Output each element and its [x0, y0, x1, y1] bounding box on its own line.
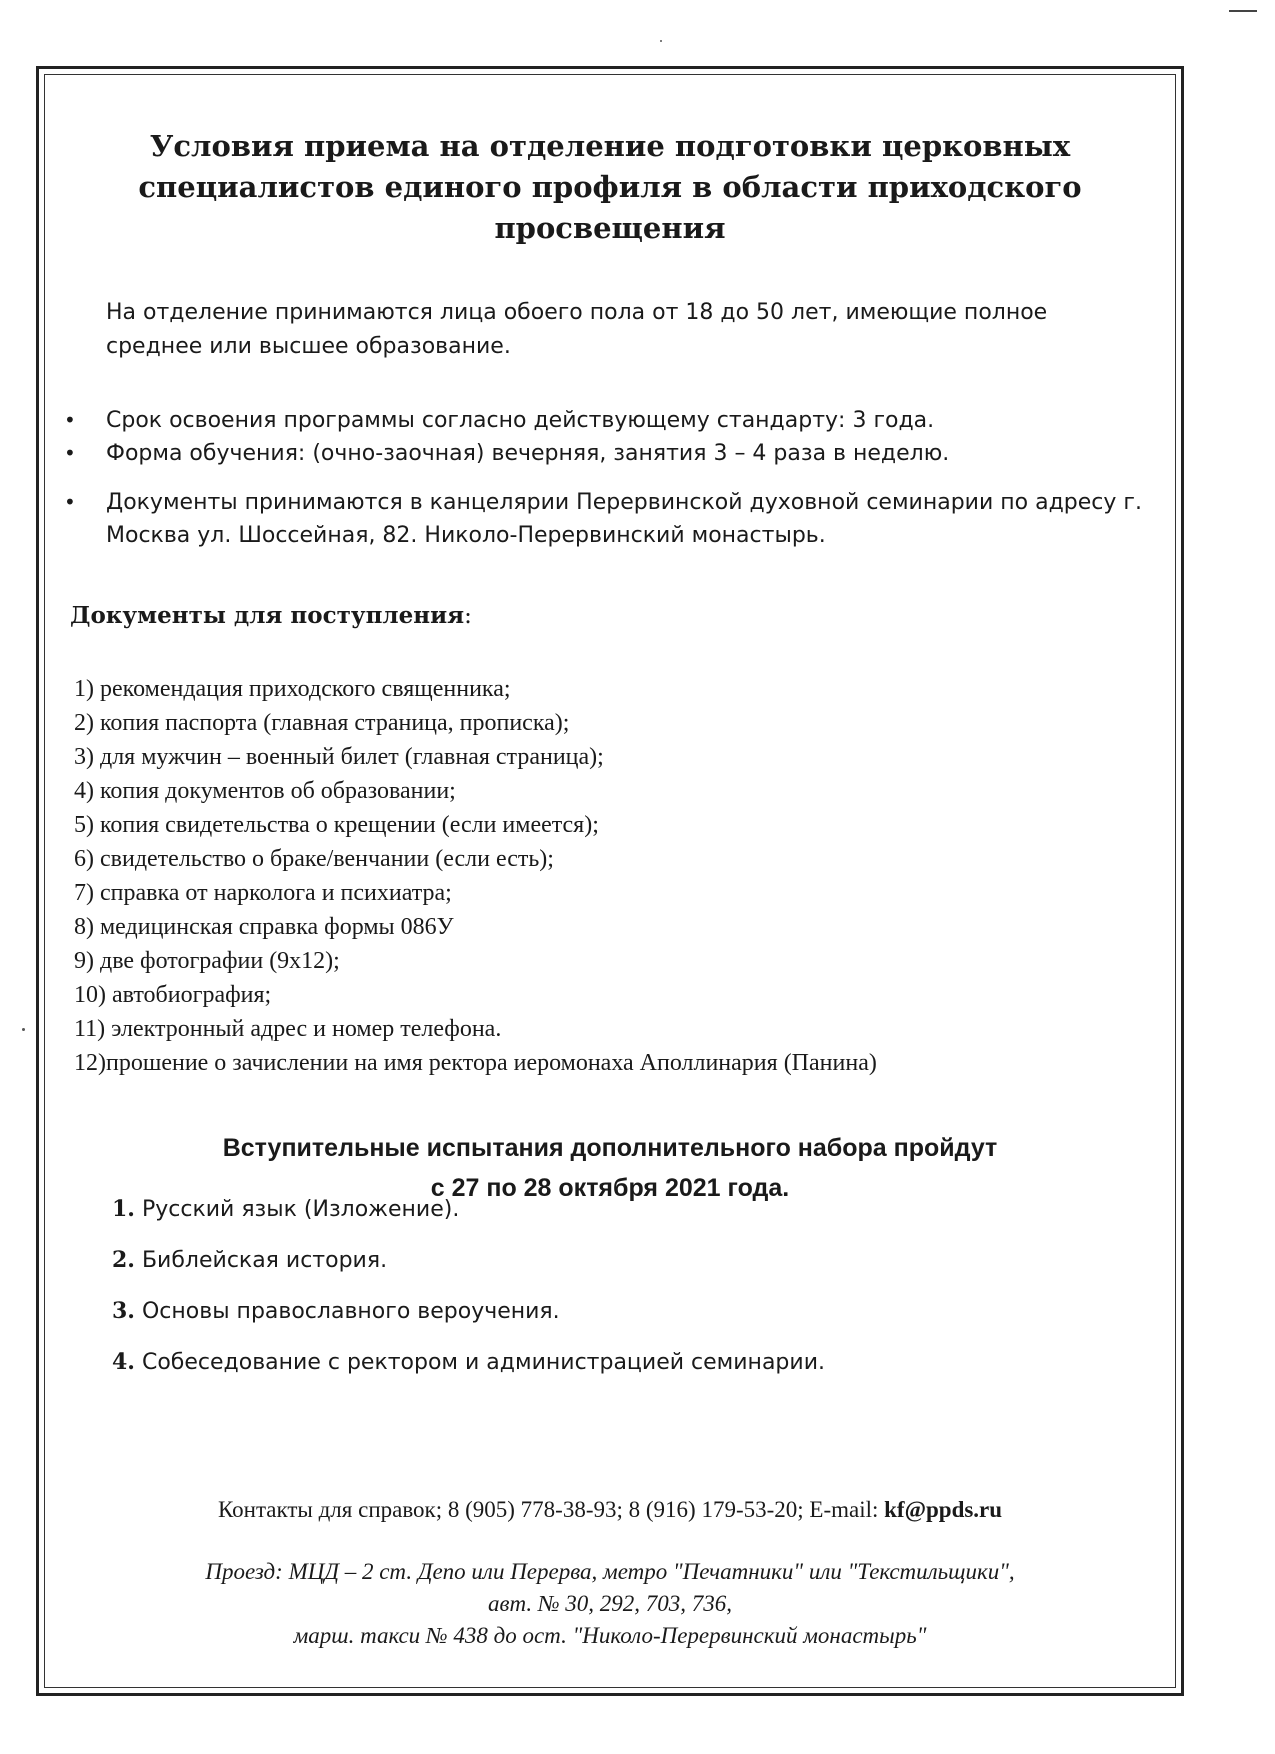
document-item: 2) копия паспорта (главная страница, прописка); — [74, 710, 570, 736]
exam-item — [112, 1294, 1112, 1329]
document-item: 10) автобиография; — [74, 982, 272, 1008]
document-item: 11) электронный адрес и номер телефона. — [74, 1016, 502, 1042]
document-item: 8) медицинская справка формы 086У — [74, 914, 454, 940]
title-line: просвещения — [494, 211, 726, 245]
exam-subject: Собеседование с ректором и администрацией семинарии. — [141, 1350, 825, 1375]
title-line: Условия приема на отделение подготовки церковных — [149, 129, 1071, 163]
entrance-exams-list — [112, 1192, 1112, 1396]
directions-line: марш. такси № 438 до ост. "Николо-Перервинский монастырь" — [293, 1623, 927, 1648]
admission-eligibility: На отделение принимаются лица обоего пола от 18 до 50 лет, имеющие полное среднее или высшее образование. — [106, 300, 1048, 359]
document-item: 7) справка от нарколога и психиатра; — [74, 880, 452, 906]
exams-date-line: с 27 по 28 октября 2021 года. — [430, 1174, 790, 1202]
exam-number: 4. — [112, 1349, 135, 1375]
document-title — [104, 126, 1116, 249]
exam-number: 2. — [112, 1247, 135, 1273]
document-item: 4) копия документов об образовании; — [74, 778, 456, 804]
scan-corner-mark — [1229, 10, 1257, 12]
documents-submission-place: • Документы принимаются в канцелярии Перервинской духовной семинарии по адресу г. Москва ул. Шоссейная, 82. Николо-Перервинский монастырь. — [64, 486, 1154, 552]
documents-list — [74, 672, 1154, 1080]
travel-directions — [64, 1556, 1156, 1652]
scan-speck — [22, 1028, 25, 1031]
contacts-line — [64, 1494, 1156, 1526]
exam-number: 1. — [112, 1196, 135, 1222]
directions-line: авт. № 30, 292, 703, 736, — [487, 1591, 733, 1616]
title-line: специалистов единого профиля в области приходского — [138, 170, 1082, 204]
exams-heading-line: Вступительные испытания дополнительного набора пройдут — [222, 1134, 998, 1162]
program-duration: • Срок освоения программы согласно действующему стандарту: 3 года. — [64, 404, 1154, 437]
exam-subject: Библейская история. — [141, 1248, 388, 1273]
document-item: 6) свидетельство о браке/венчании (если есть); — [74, 846, 554, 872]
study-form: • Форма обучения: (очно-заочная) вечерняя, занятия 3 – 4 раза в неделю. — [64, 437, 1154, 470]
document-item: 3) для мужчин – военный билет (главная страница); — [74, 744, 604, 770]
exam-item — [112, 1192, 1112, 1227]
program-info-list — [64, 404, 1154, 552]
exam-number: 3. — [112, 1298, 135, 1324]
document-item: 5) копия свидетельства о крещении (если имеется); — [74, 812, 599, 838]
exam-subject: Русский язык (Изложение). — [141, 1197, 460, 1222]
contact-email-link[interactable]: kf@ppds.ru — [884, 1497, 1003, 1522]
exam-item — [112, 1243, 1112, 1278]
document-item: 12)прошение о зачислении на имя ректора иеромонаха Аполлинария (Панина) — [74, 1050, 877, 1076]
contact-phones: Контакты для справок; 8 (905) 778-38-93; 8 (916) 179-53-20; E-mail: — [217, 1497, 885, 1522]
document-item: 1) рекомендация приходского священника; — [74, 676, 511, 702]
documents-heading-colon: : — [464, 603, 472, 629]
documents-heading — [70, 600, 472, 632]
exam-item — [112, 1345, 1112, 1380]
exam-subject: Основы православного вероучения. — [141, 1299, 560, 1324]
directions-line: Проезд: МЦД – 2 ст. Депо или Перерва, метро "Печатники" или "Текстильщики", — [205, 1559, 1015, 1584]
scan-speck — [660, 40, 662, 42]
document-item: 9) две фотографии (9х12); — [74, 948, 340, 974]
document-content — [44, 74, 1176, 1688]
documents-heading-text: Документы для поступления — [70, 602, 465, 629]
